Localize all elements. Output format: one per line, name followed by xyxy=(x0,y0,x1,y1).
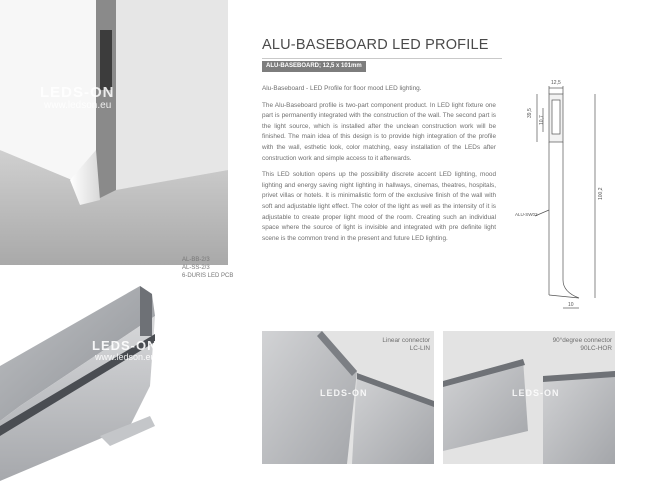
connector-title: 90°degree connector xyxy=(552,337,612,344)
room-photo xyxy=(0,0,228,265)
connector-code: 90LC-HOR xyxy=(580,345,612,352)
connector-title: Linear connector xyxy=(382,337,430,344)
technical-drawing xyxy=(515,80,610,315)
dim-height-upper: 39,5 xyxy=(527,108,533,118)
part-item: 6-DURIS LED PCB xyxy=(182,273,234,279)
corner-connector-label xyxy=(520,337,612,353)
title-divider xyxy=(262,58,502,59)
profile-photo xyxy=(0,276,190,487)
description-paragraph: This LED solution opens up the possibility discrete accent LED lighting, mood lighting and energy saving night lighting in hallways, cinemas, theatres, hospitals, privet villas or hotels. It is minimalistic form of the exclusive finish of the wall with soft and adjustable light effect. The color of the light as well as the intensity of it is adjustable to create proper light mood of the room. Creating such an individual space where the source of light is invisible and integrated with pre definite light scene is the common trend in the present and future LED lighting. xyxy=(262,171,496,242)
product-tag: ALU-BASEBOARD; 12,5 x 101mm xyxy=(262,61,366,72)
watermark-brand: LEDS-ON xyxy=(320,388,368,398)
linear-connector-label xyxy=(356,337,430,353)
part-item: AL-SS-2/3 xyxy=(182,265,210,271)
dim-width-bottom: 10 xyxy=(568,302,574,308)
watermark-url: www.ledson.eu xyxy=(95,352,156,362)
description-paragraph: The Alu-Baseboard profile is two-part component product. In LED light fixture one part is permanently integrated with the construction of the wall. The second part is the light source, which is installed after the unclean construction work will be finished. The main idea of this design is to provide high integration of the profile with the wall, esthetic look, color matching, easy installation of the LEDs after construction work and simple access to it afterwards. xyxy=(262,101,496,162)
dim-height-inner: 10,7 xyxy=(539,115,545,125)
dim-height-total: 100,2 xyxy=(598,187,604,200)
product-description xyxy=(262,84,496,250)
watermark-brand: LEDS-ON xyxy=(92,338,158,353)
watermark-brand: LEDS-ON xyxy=(40,84,115,101)
page-title: ALU-BASEBOARD LED PROFILE xyxy=(262,37,489,53)
part-item: AL-BB-2/3 xyxy=(182,257,210,263)
description-paragraph: Alu-Baseboard - LED Profile for floor mood LED lighting. xyxy=(262,85,422,92)
watermark-brand: LEDS-ON xyxy=(512,388,560,398)
parts-list xyxy=(182,256,242,280)
watermark-url: www.ledson.eu xyxy=(44,100,112,111)
connector-code: LC-LIN xyxy=(409,345,430,352)
dim-width-top: 12,5 xyxy=(551,80,561,86)
part-label: ALU-SW02 xyxy=(515,212,538,217)
